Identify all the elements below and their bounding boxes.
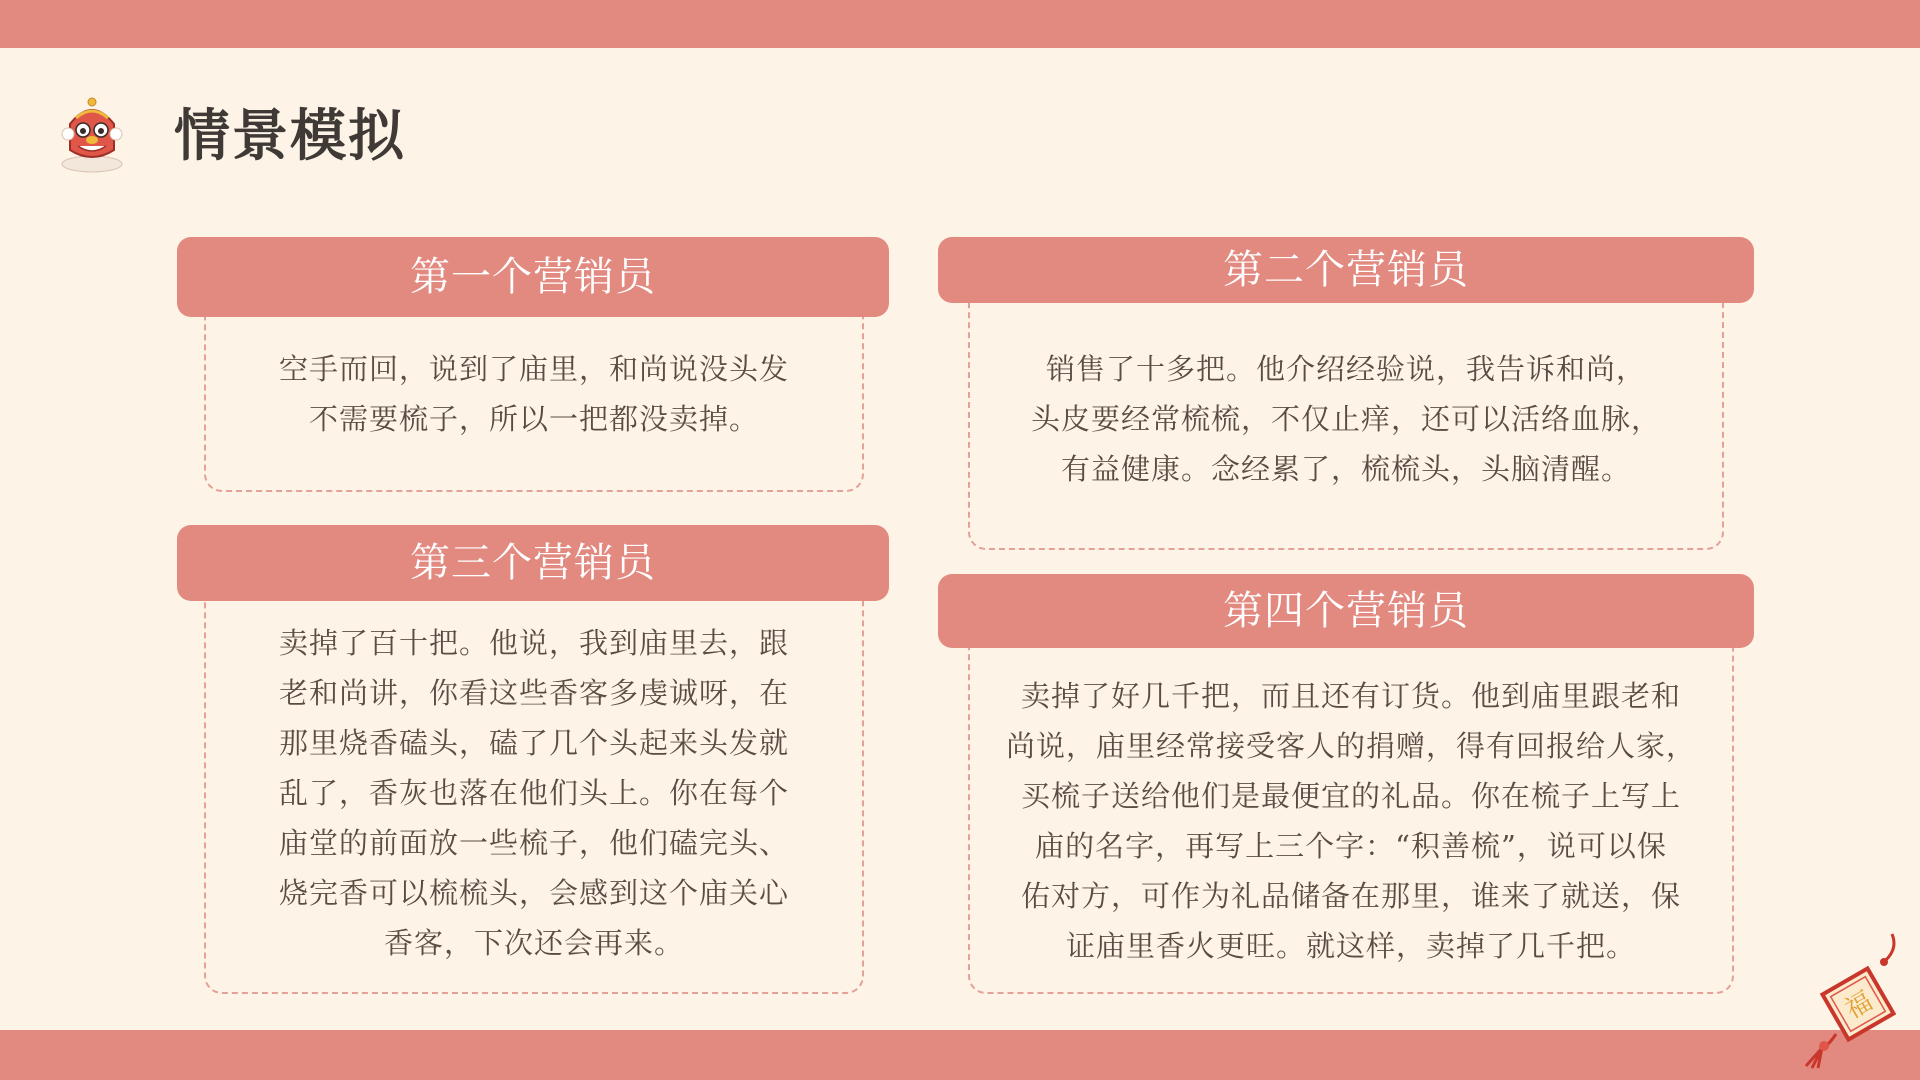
card-1-text: 空手而回，说到了庙里，和尚说没头发 不需要梳子，所以一把都没卖掉。 (278, 352, 789, 436)
card-3-text: 卖掉了百十把。他说，我到庙里去，跟 老和尚讲，你看这些香客多虔诚呀，在 那里烧香磕头，磕了几个头起来头发就 乱了，香灰也落在他们头上。你在每个 庙堂的前面放一些梳子，他们磕完头、 烧完香可以梳梳头，会感到这个庙关心 香客，下次还会再来。 (278, 626, 789, 960)
card-1-header: 第一个营销员 (177, 237, 889, 317)
fu-knot-ornament-icon (1800, 930, 1910, 1070)
lion-dance-mascot-icon (56, 94, 128, 174)
page-title: 情景模拟 (174, 103, 406, 169)
top-banner (0, 0, 1920, 48)
card-4-header: 第四个营销员 (938, 574, 1754, 648)
card-4-text: 卖掉了好几千把，而且还有订货。他到庙里跟老和 尚说，庙里经常接受客人的捐赠，得有回报给人家， 买梳子送给他们是最便宜的礼品。你在梳子上写上 庙的名字，再写上三个字：“积善梳”，说可以保 佑对方，可作为礼品储备在那里，谁来了就送，保 证庙里香火更旺。就这样，卖掉了几千把。 (1005, 679, 1696, 963)
card-2-text: 销售了十多把。他介绍经验说，我告诉和尚， 头皮要经常梳梳，不仅止痒，还可以活络血脉， 有益健康。念经累了，梳梳头，头脑清醒。 (1030, 352, 1661, 486)
card-3-header: 第三个营销员 (177, 525, 889, 601)
bottom-banner (0, 1030, 1920, 1080)
card-2-header: 第二个营销员 (938, 237, 1754, 303)
svg-text:福: 福 (1840, 986, 1878, 1026)
